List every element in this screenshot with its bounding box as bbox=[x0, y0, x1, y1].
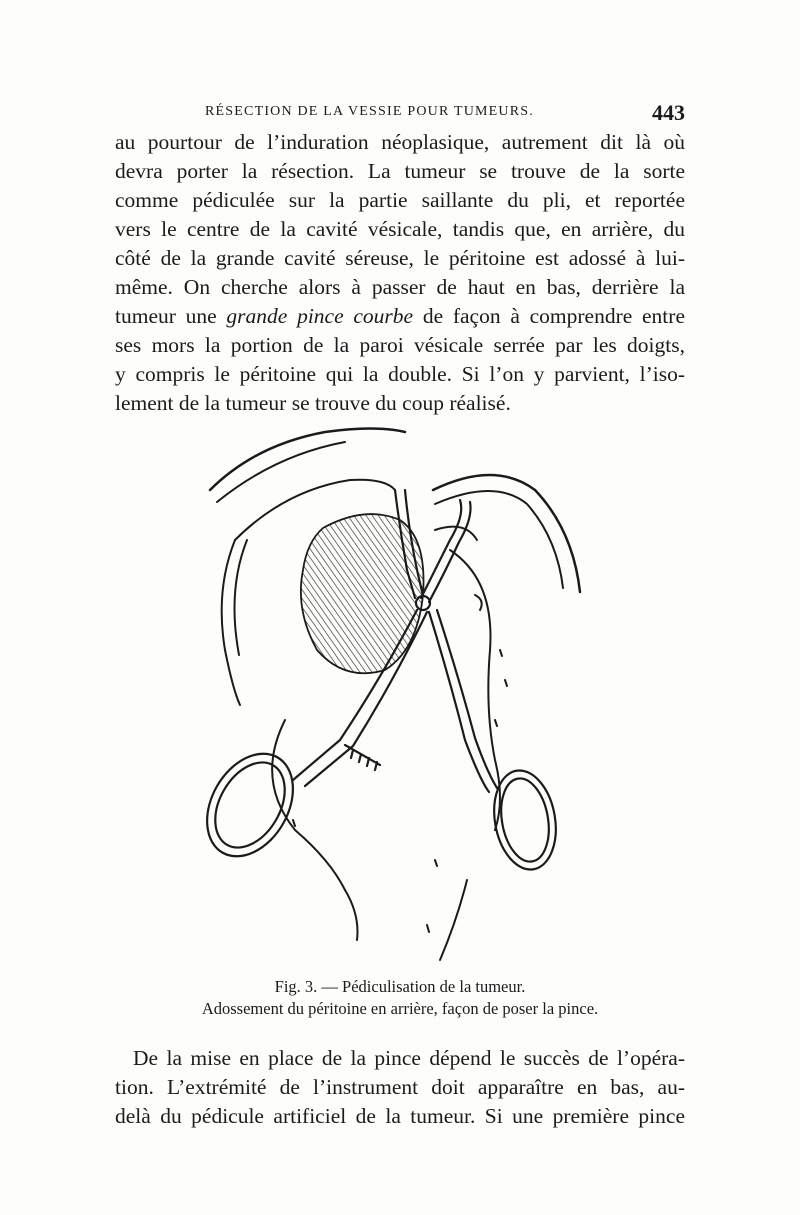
text-segment: de façon à comprendre entre bbox=[413, 304, 685, 328]
text-line: y compris le péritoine qui la double. Si l’on y parvient, l’iso- bbox=[115, 362, 685, 386]
text-line: au pourtour de l’induration néoplasique, autrement dit là où bbox=[115, 130, 685, 154]
text-line bbox=[115, 302, 685, 331]
paragraph-1 bbox=[115, 128, 685, 418]
text-line: même. On cherche alors à passer de haut en bas, derrière la bbox=[115, 275, 685, 299]
text-line: devra porter la résection. La tumeur se trouve de la sorte bbox=[115, 159, 685, 183]
text-line: De la mise en place de la pince dépend le succès de l’opéra- bbox=[133, 1046, 685, 1070]
italic-term: grande pince courbe bbox=[226, 304, 414, 328]
text-line: tion. L’extrémité de l’instrument doit apparaître en bas, au- bbox=[115, 1075, 685, 1099]
figure-illustration bbox=[195, 420, 605, 970]
figure-caption-description: Adossement du péritoine en arrière, façon de poser la pince. bbox=[201, 999, 599, 1018]
text-line: vers le centre de la cavité vésicale, tandis que, en arrière, du bbox=[115, 217, 685, 241]
text-line: côté de la grande cavité séreuse, le péritoine est adossé à lui- bbox=[115, 246, 685, 270]
text-segment: tumeur une bbox=[115, 304, 227, 328]
running-head bbox=[115, 100, 685, 126]
paragraph-2 bbox=[115, 1044, 685, 1131]
figure-caption-title: Fig. 3. — Pédiculisation de la tumeur. bbox=[274, 977, 526, 996]
text-line: comme pédiculée sur la partie saillante du pli, et reportée bbox=[115, 188, 685, 212]
page-number: 443 bbox=[652, 100, 685, 125]
text-line: delà du pédicule artificiel de la tumeur. Si une première pince bbox=[115, 1104, 685, 1128]
forceps-drawing bbox=[195, 420, 605, 970]
text-line: ses mors la portion de la paroi vésicale serrée par les doigts, bbox=[115, 333, 685, 357]
running-head-title: RÉSECTION DE LA VESSIE POUR TUMEURS. bbox=[205, 104, 534, 119]
text-line: lement de la tumeur se trouve du coup réalisé. bbox=[115, 391, 511, 415]
